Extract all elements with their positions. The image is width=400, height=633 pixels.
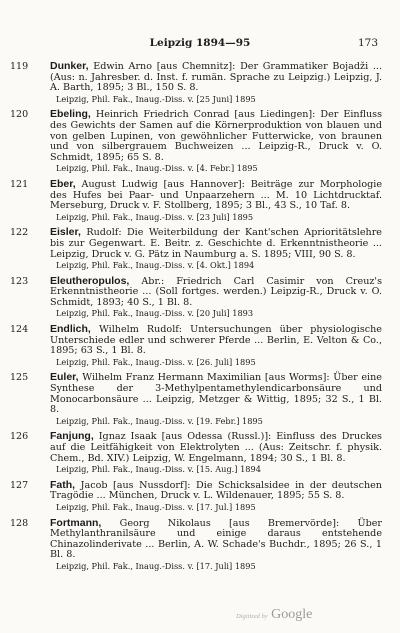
dissertation-note: Leipzig, Phil. Fak., Inaug.-Diss. v. [25 Juni] 1895 — [56, 93, 256, 104]
entry-body — [50, 227, 382, 260]
entry-text: Rudolf: Die Weiterbildung der Kant'schen Aprioritätslehre bis zur Gegenwart. E. Beitr. z. Geschichte d. Erkenntnistheorie ... Leipzig, Druck v. G. Pätz in Naumburg a. S. 1895; VIII, 90 S. 8. — [50, 227, 382, 260]
dissertation-note: Leipzig, Phil. Fak., Inaug.-Diss. v. [15. Aug.] 1894 — [56, 464, 261, 475]
bibliography-entry — [10, 179, 382, 222]
entry-body — [50, 518, 382, 561]
entry-text: Ignaz Isaak [aus Odessa (Russl.)]: Einfluss des Druckes auf die Leitfähigkeit von Elektrolyten ... (Aus: Zeitschr. f. physik. Chem., Bd. XIV.) Leipzig, W. Engelmann, 1894; 30 S., 1 Bl. 8. — [50, 431, 382, 464]
entry-list — [10, 61, 382, 577]
entry-number: 124 — [10, 324, 29, 336]
author-surname: Fath, — [50, 478, 76, 491]
entry-text: Jacob [aus Nussdorf]: Die Schicksalsidee in der deutschen Tragödie ... München, Druck v. L. Wildenauer, 1895; 55 S. 8. — [50, 479, 382, 502]
bibliography-entry — [10, 431, 382, 474]
dissertation-note: Leipzig, Phil. Fak., Inaug.-Diss. v. [20 Juli] 1893 — [56, 308, 254, 319]
entry-number: 121 — [10, 178, 29, 190]
entry-body — [50, 109, 382, 163]
entry-body — [50, 431, 382, 464]
author-surname: Dunker, — [50, 60, 89, 72]
author-surname: Eber, — [50, 177, 76, 190]
bibliography-entry — [10, 518, 382, 572]
entry-text: Heinrich Friedrich Conrad [aus Liedingen]: Der Einfluss des Gewichts der Samen auf die Körnerproduktion von blauen und von gelben Lupinen, von gewöhnlicher Futterwicke, von braunen und von silbergrauem Buchweizen ... Leipzig-R., Druck v. O. Schmidt, 1895; 65 S. 8. — [50, 109, 383, 163]
digitization-watermark — [236, 607, 312, 623]
entry-number: 125 — [10, 372, 29, 384]
entry-text: Wilhelm Franz Hermann Maximilian [aus Worms]: Über eine Synthese der 3-Methylpentamethylendicarbonsäure und Monocarbonsäure ... Leipzig, Metzger & Wittig, 1895; 32 S., 1 Bl. 8. — [50, 372, 382, 416]
dissertation-note: Leipzig, Phil. Fak., Inaug.-Diss. v. [17. Juli] 1895 — [56, 560, 256, 571]
page-header — [0, 37, 400, 51]
entry-number: 123 — [10, 275, 29, 287]
entry-number: 119 — [10, 61, 29, 72]
entry-text: Wilhelm Rudolf: Untersuchungen über physiologische Unterschiede edler und schwerer Pferde ... Berlin, E. Velton & Co., 1895; 63 S., 1 Bl. 8. — [50, 324, 382, 357]
dissertation-note: Leipzig, Phil. Fak., Inaug.-Diss. v. [4. Febr.] 1895 — [56, 163, 258, 174]
dissertation-note: Leipzig, Phil. Fak., Inaug.-Diss. v. [4. Okt.] 1894 — [56, 260, 255, 271]
bibliography-entry — [10, 109, 382, 174]
entry-body — [50, 324, 382, 357]
author-surname: Endlich, — [50, 323, 91, 336]
bibliography-entry — [10, 372, 382, 426]
author-surname: Eisler, — [50, 226, 81, 239]
entry-number: 128 — [10, 517, 29, 529]
entry-number: 122 — [10, 227, 29, 239]
author-surname: Euler, — [50, 371, 79, 384]
running-title: Leipzig 1894—95 — [149, 37, 251, 49]
entry-body — [50, 480, 382, 502]
entry-text: Abr.: Friedrich Carl Casimir von Creuz's Erkenntnistheorie ... (Soll fortges. werden.) Leipzig-R., Druck v. O. Schmidt, 1893; 40 S., 1 Bl. 8. — [50, 275, 382, 308]
dissertation-note: Leipzig, Phil. Fak., Inaug.-Diss. v. [19. Febr.] 1895 — [56, 415, 263, 426]
dissertation-note: Leipzig, Phil. Fak., Inaug.-Diss. v. [17. Jul.] 1895 — [56, 501, 256, 512]
entry-text: Georg Nikolaus [aus Bremervörde]: Über Methylanthranilsäure und einige daraus entstehende Chinazolinderivate ... Berlin, A. W. Schade's Buchdr., 1895; 26 S., 1 Bl. 8. — [50, 517, 382, 561]
entry-body — [50, 372, 382, 415]
digitized-by-text: Digitized by — [236, 613, 268, 620]
author-surname: Fanjung, — [50, 430, 94, 443]
author-surname: Eleutheropulos, — [50, 274, 130, 287]
dissertation-note: Leipzig, Phil. Fak., Inaug.-Diss. v. [23 Juli] 1895 — [56, 211, 254, 222]
bibliography-entry — [10, 324, 382, 367]
entry-body — [50, 276, 382, 309]
page-number: 173 — [357, 37, 378, 49]
author-surname: Ebeling, — [50, 108, 91, 121]
entry-text: August Ludwig [aus Hannover]: Beiträge zur Morphologie des Hufes bei Paar- und Unpaarzehern ... M. 10 Lichtdrucktaf. Merseburg, Druck v. F. Stollberg, 1895; 3 Bl., 43 S., 10 Taf. 8. — [50, 178, 382, 212]
entry-body — [50, 61, 382, 94]
entry-number: 126 — [10, 431, 29, 443]
bibliography-entry — [10, 61, 382, 104]
bibliography-entry — [10, 227, 382, 270]
entry-number: 120 — [10, 109, 29, 121]
google-logo-text: Google — [271, 607, 313, 622]
entry-number: 127 — [10, 479, 29, 491]
author-surname: Fortmann, — [50, 516, 102, 529]
bibliography-entry — [10, 480, 382, 513]
entry-text: Edwin Arno [aus Chemnitz]: Der Grammatiker Bojadži ... (Aus: n. Jahresber. d. Inst. f. rumän. Sprache zu Leipzig.) Leipzig, J. A. Barth, 1895; 3 Bl., 150 S. 8. — [50, 61, 382, 94]
bibliography-entry — [10, 276, 382, 319]
dissertation-note: Leipzig, Phil. Fak., Inaug.-Diss. v. [26. Juli] 1895 — [56, 356, 256, 367]
entry-body — [50, 179, 382, 212]
